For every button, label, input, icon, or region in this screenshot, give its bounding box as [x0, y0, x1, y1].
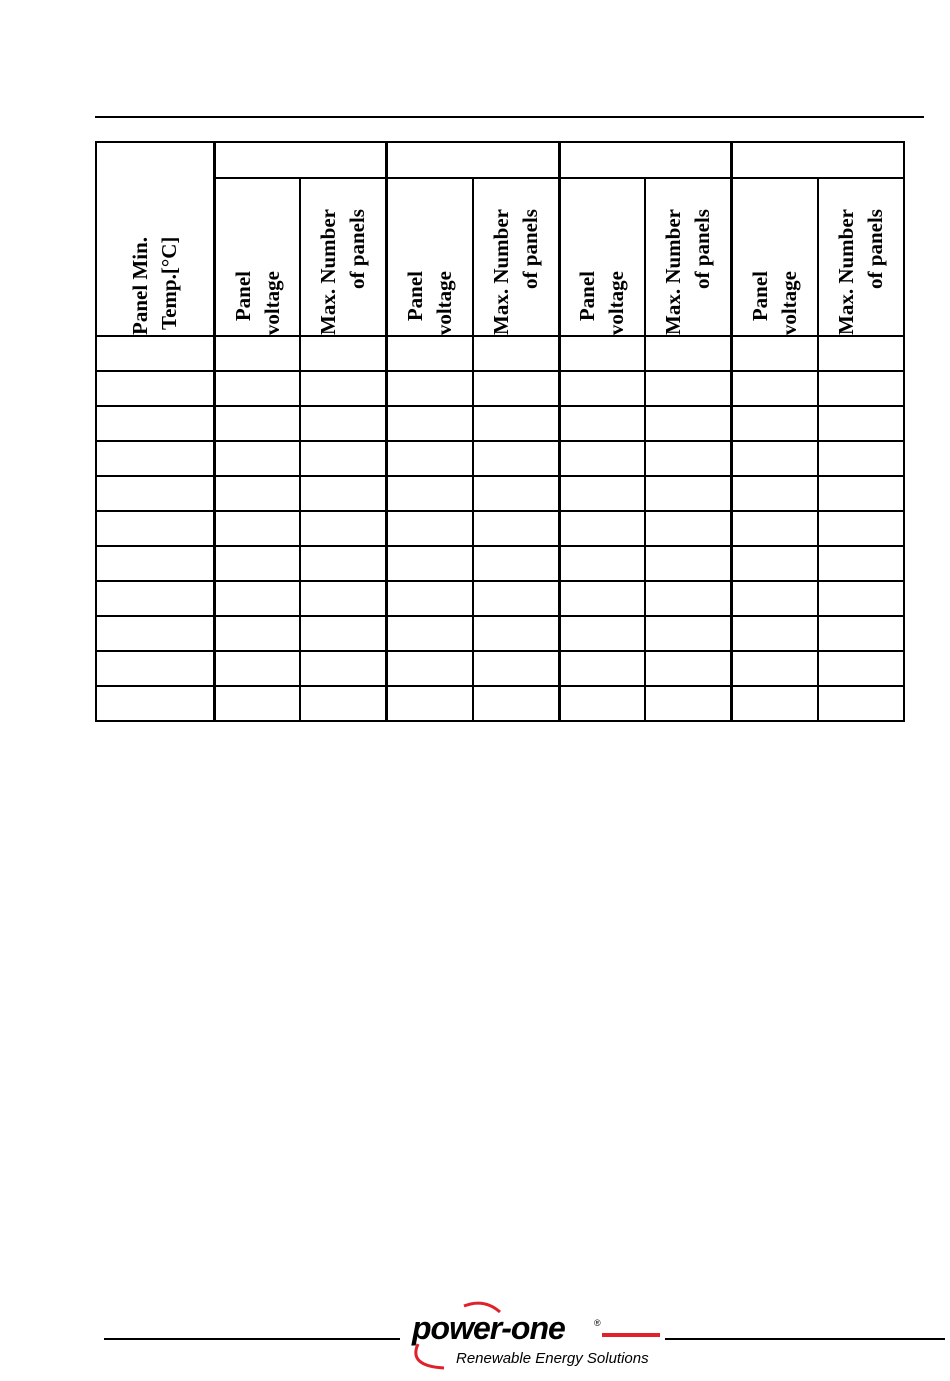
count-cell — [473, 686, 559, 721]
logo-wordmark: power-one — [412, 1310, 565, 1346]
voltage-cell — [559, 511, 645, 546]
count-header-2 — [473, 178, 559, 336]
count-cell — [645, 546, 731, 581]
registered-mark: ® — [594, 1318, 601, 1328]
count-cell — [818, 511, 904, 546]
voltage-cell — [214, 371, 300, 406]
temp-cell — [96, 406, 214, 441]
voltage-cell — [732, 371, 818, 406]
voltage-cell — [214, 476, 300, 511]
count-cell — [818, 651, 904, 686]
voltage-cell — [214, 511, 300, 546]
count-cell — [645, 441, 731, 476]
count-cell — [473, 336, 559, 371]
table-row — [96, 651, 904, 686]
table-row — [96, 511, 904, 546]
voltage-cell — [214, 616, 300, 651]
voltage-cell — [214, 336, 300, 371]
group-header-3 — [559, 142, 731, 178]
voltage-header-4 — [732, 178, 818, 336]
count-cell — [645, 336, 731, 371]
voltage-cell — [559, 371, 645, 406]
temp-cell — [96, 651, 214, 686]
logo-accent-bar — [602, 1333, 660, 1337]
temp-cell — [96, 511, 214, 546]
count-cell — [473, 371, 559, 406]
voltage-header-label: Panel voltage — [403, 270, 457, 335]
voltage-cell — [732, 476, 818, 511]
voltage-cell — [732, 336, 818, 371]
count-cell — [473, 546, 559, 581]
count-header-3 — [645, 178, 731, 336]
voltage-cell — [387, 371, 473, 406]
count-header-label: Max. Number of panels — [833, 209, 887, 335]
count-cell — [645, 651, 731, 686]
count-cell — [300, 651, 386, 686]
voltage-cell — [387, 406, 473, 441]
count-cell — [473, 476, 559, 511]
temp-cell — [96, 581, 214, 616]
count-cell — [645, 511, 731, 546]
count-cell — [645, 406, 731, 441]
voltage-cell — [732, 441, 818, 476]
count-cell — [300, 616, 386, 651]
count-cell — [300, 546, 386, 581]
temp-cell — [96, 546, 214, 581]
voltage-cell — [559, 686, 645, 721]
group-header-1 — [214, 142, 386, 178]
temp-cell — [96, 336, 214, 371]
voltage-cell — [732, 651, 818, 686]
voltage-cell — [387, 546, 473, 581]
table-row — [96, 406, 904, 441]
panel-temperature-table — [95, 141, 905, 722]
count-cell — [818, 336, 904, 371]
count-cell — [300, 511, 386, 546]
voltage-cell — [732, 406, 818, 441]
count-cell — [818, 476, 904, 511]
voltage-header-label: Panel voltage — [747, 270, 801, 335]
table-row — [96, 336, 904, 371]
voltage-cell — [559, 406, 645, 441]
count-header-label: Max. Number of panels — [488, 209, 542, 335]
count-cell — [818, 581, 904, 616]
voltage-cell — [559, 581, 645, 616]
count-cell — [300, 686, 386, 721]
count-cell — [645, 616, 731, 651]
voltage-cell — [214, 546, 300, 581]
count-cell — [300, 441, 386, 476]
count-cell — [473, 511, 559, 546]
temp-cell — [96, 686, 214, 721]
table-row — [96, 616, 904, 651]
count-cell — [645, 371, 731, 406]
count-cell — [818, 616, 904, 651]
group-header-2 — [387, 142, 559, 178]
voltage-cell — [214, 686, 300, 721]
voltage-cell — [387, 511, 473, 546]
footer-rule-right — [665, 1338, 945, 1340]
temp-cell — [96, 616, 214, 651]
voltage-cell — [559, 476, 645, 511]
power-one-logo — [404, 1300, 662, 1372]
count-cell — [473, 581, 559, 616]
top-rule — [95, 116, 924, 118]
table-row — [96, 686, 904, 721]
count-header-label: Max. Number of panels — [316, 209, 370, 335]
voltage-cell — [559, 441, 645, 476]
temp-cell — [96, 371, 214, 406]
group-header-row — [96, 142, 904, 178]
voltage-header-label: Panel voltage — [575, 270, 629, 335]
count-cell — [645, 476, 731, 511]
count-header-1 — [300, 178, 386, 336]
temp-cell — [96, 441, 214, 476]
voltage-header-label: Panel voltage — [230, 270, 284, 335]
voltage-cell — [214, 441, 300, 476]
voltage-header-3 — [559, 178, 645, 336]
voltage-cell — [732, 616, 818, 651]
voltage-cell — [387, 441, 473, 476]
column-header-row — [96, 178, 904, 336]
voltage-header-2 — [387, 178, 473, 336]
footer-rule-left — [104, 1338, 400, 1340]
count-header-4 — [818, 178, 904, 336]
temp-header-label: Panel Min. Temp.[°C] — [127, 237, 181, 335]
table-row — [96, 581, 904, 616]
voltage-cell — [559, 616, 645, 651]
table-row — [96, 441, 904, 476]
count-cell — [818, 546, 904, 581]
group-header-4 — [732, 142, 905, 178]
voltage-cell — [559, 336, 645, 371]
logo-tagline: Renewable Energy Solutions — [456, 1350, 649, 1367]
voltage-cell — [387, 476, 473, 511]
count-cell — [300, 476, 386, 511]
table-row — [96, 476, 904, 511]
voltage-cell — [559, 651, 645, 686]
temp-cell — [96, 476, 214, 511]
count-cell — [645, 581, 731, 616]
voltage-cell — [732, 546, 818, 581]
voltage-cell — [732, 686, 818, 721]
voltage-cell — [387, 651, 473, 686]
voltage-cell — [387, 336, 473, 371]
count-cell — [818, 406, 904, 441]
voltage-cell — [732, 581, 818, 616]
count-cell — [300, 406, 386, 441]
table-row — [96, 371, 904, 406]
count-cell — [818, 441, 904, 476]
count-cell — [473, 616, 559, 651]
voltage-cell — [387, 581, 473, 616]
voltage-cell — [214, 406, 300, 441]
count-cell — [300, 336, 386, 371]
voltage-cell — [214, 581, 300, 616]
count-cell — [473, 406, 559, 441]
voltage-cell — [559, 546, 645, 581]
voltage-header-1 — [214, 178, 300, 336]
voltage-cell — [214, 651, 300, 686]
count-cell — [473, 441, 559, 476]
count-cell — [818, 371, 904, 406]
count-cell — [818, 686, 904, 721]
voltage-cell — [732, 511, 818, 546]
count-cell — [300, 581, 386, 616]
table-row — [96, 546, 904, 581]
voltage-cell — [387, 686, 473, 721]
count-cell — [645, 686, 731, 721]
table-body — [96, 336, 904, 721]
voltage-cell — [387, 616, 473, 651]
count-cell — [300, 371, 386, 406]
count-cell — [473, 651, 559, 686]
count-header-label: Max. Number of panels — [661, 209, 715, 335]
temp-header-cell — [96, 142, 214, 336]
